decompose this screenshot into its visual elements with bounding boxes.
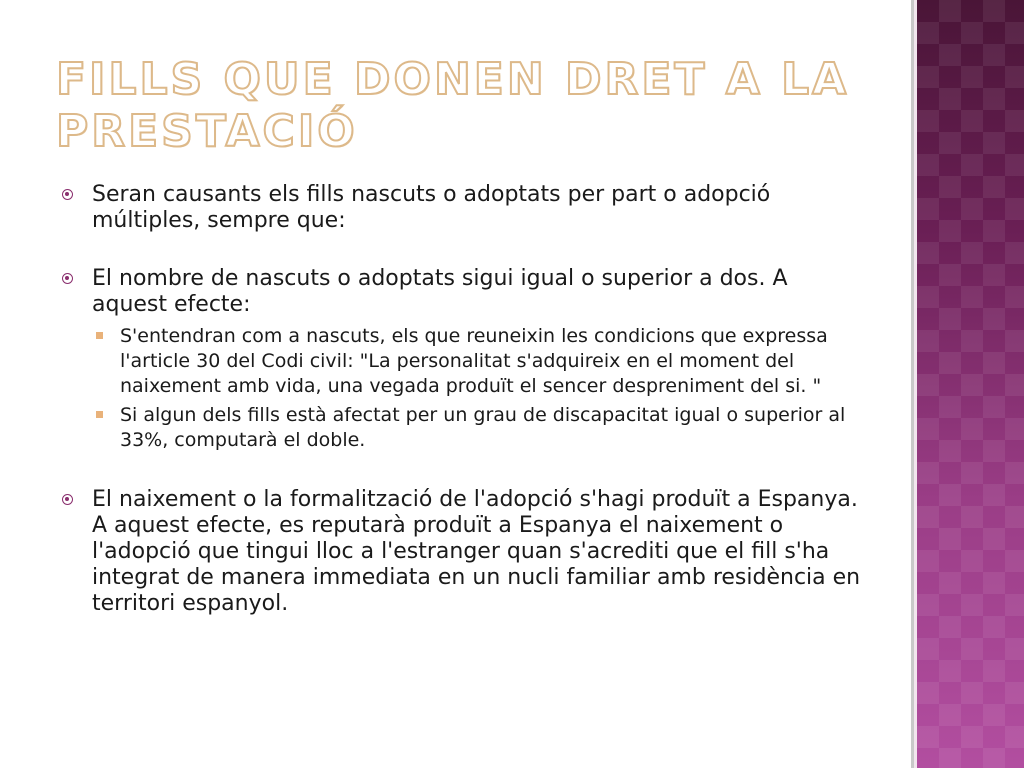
sub-bullet-item (92, 324, 862, 399)
decorative-side-band (911, 0, 1024, 768)
bullet-text: Seran causants els fills nascuts o adoptats per part o adopció múltiples, sempre que: (92, 182, 771, 233)
circle-bullet-icon (62, 189, 73, 200)
square-bullet-icon (96, 332, 103, 339)
sub-bullet-text: S'entendran com a nascuts, els que reuneixin les condicions que expressa l'article 30 del Codi civil: "La personalitat s'adquireix en el moment del naixement amb vida, una vegada produït el sencer despreniment del si. " (120, 325, 828, 397)
circle-bullet-icon (62, 273, 73, 284)
bullet-list (62, 182, 862, 617)
square-bullet-icon (96, 411, 103, 418)
bullet-item (62, 182, 862, 234)
sub-bullet-item (92, 403, 862, 453)
bullet-item (62, 487, 862, 617)
side-band-pattern (917, 0, 1024, 768)
bullet-item (62, 266, 862, 318)
bullet-text: El nombre de nascuts o adoptats sigui igual o superior a dos. A aquest efecte: (92, 266, 788, 317)
circle-bullet-icon (62, 494, 73, 505)
bullet-text: El naixement o la formalització de l'adopció s'hagi produït a Espanya. A aquest efecte, es reputarà produït a Espanya el naixement o l'adopció que tingui lloc a l'estranger quan s'acrediti que el fill s'ha integrat de manera immediata en un nucli familiar amb residència en territori espanyol. (92, 487, 861, 616)
sub-bullet-text: Si algun dels fills està afectat per un grau de discapacitat igual o superior al 33%, computarà el doble. (120, 404, 846, 451)
slide-title: FILLS QUE DONEN DRET A LA PRESTACIÓ (56, 54, 850, 157)
